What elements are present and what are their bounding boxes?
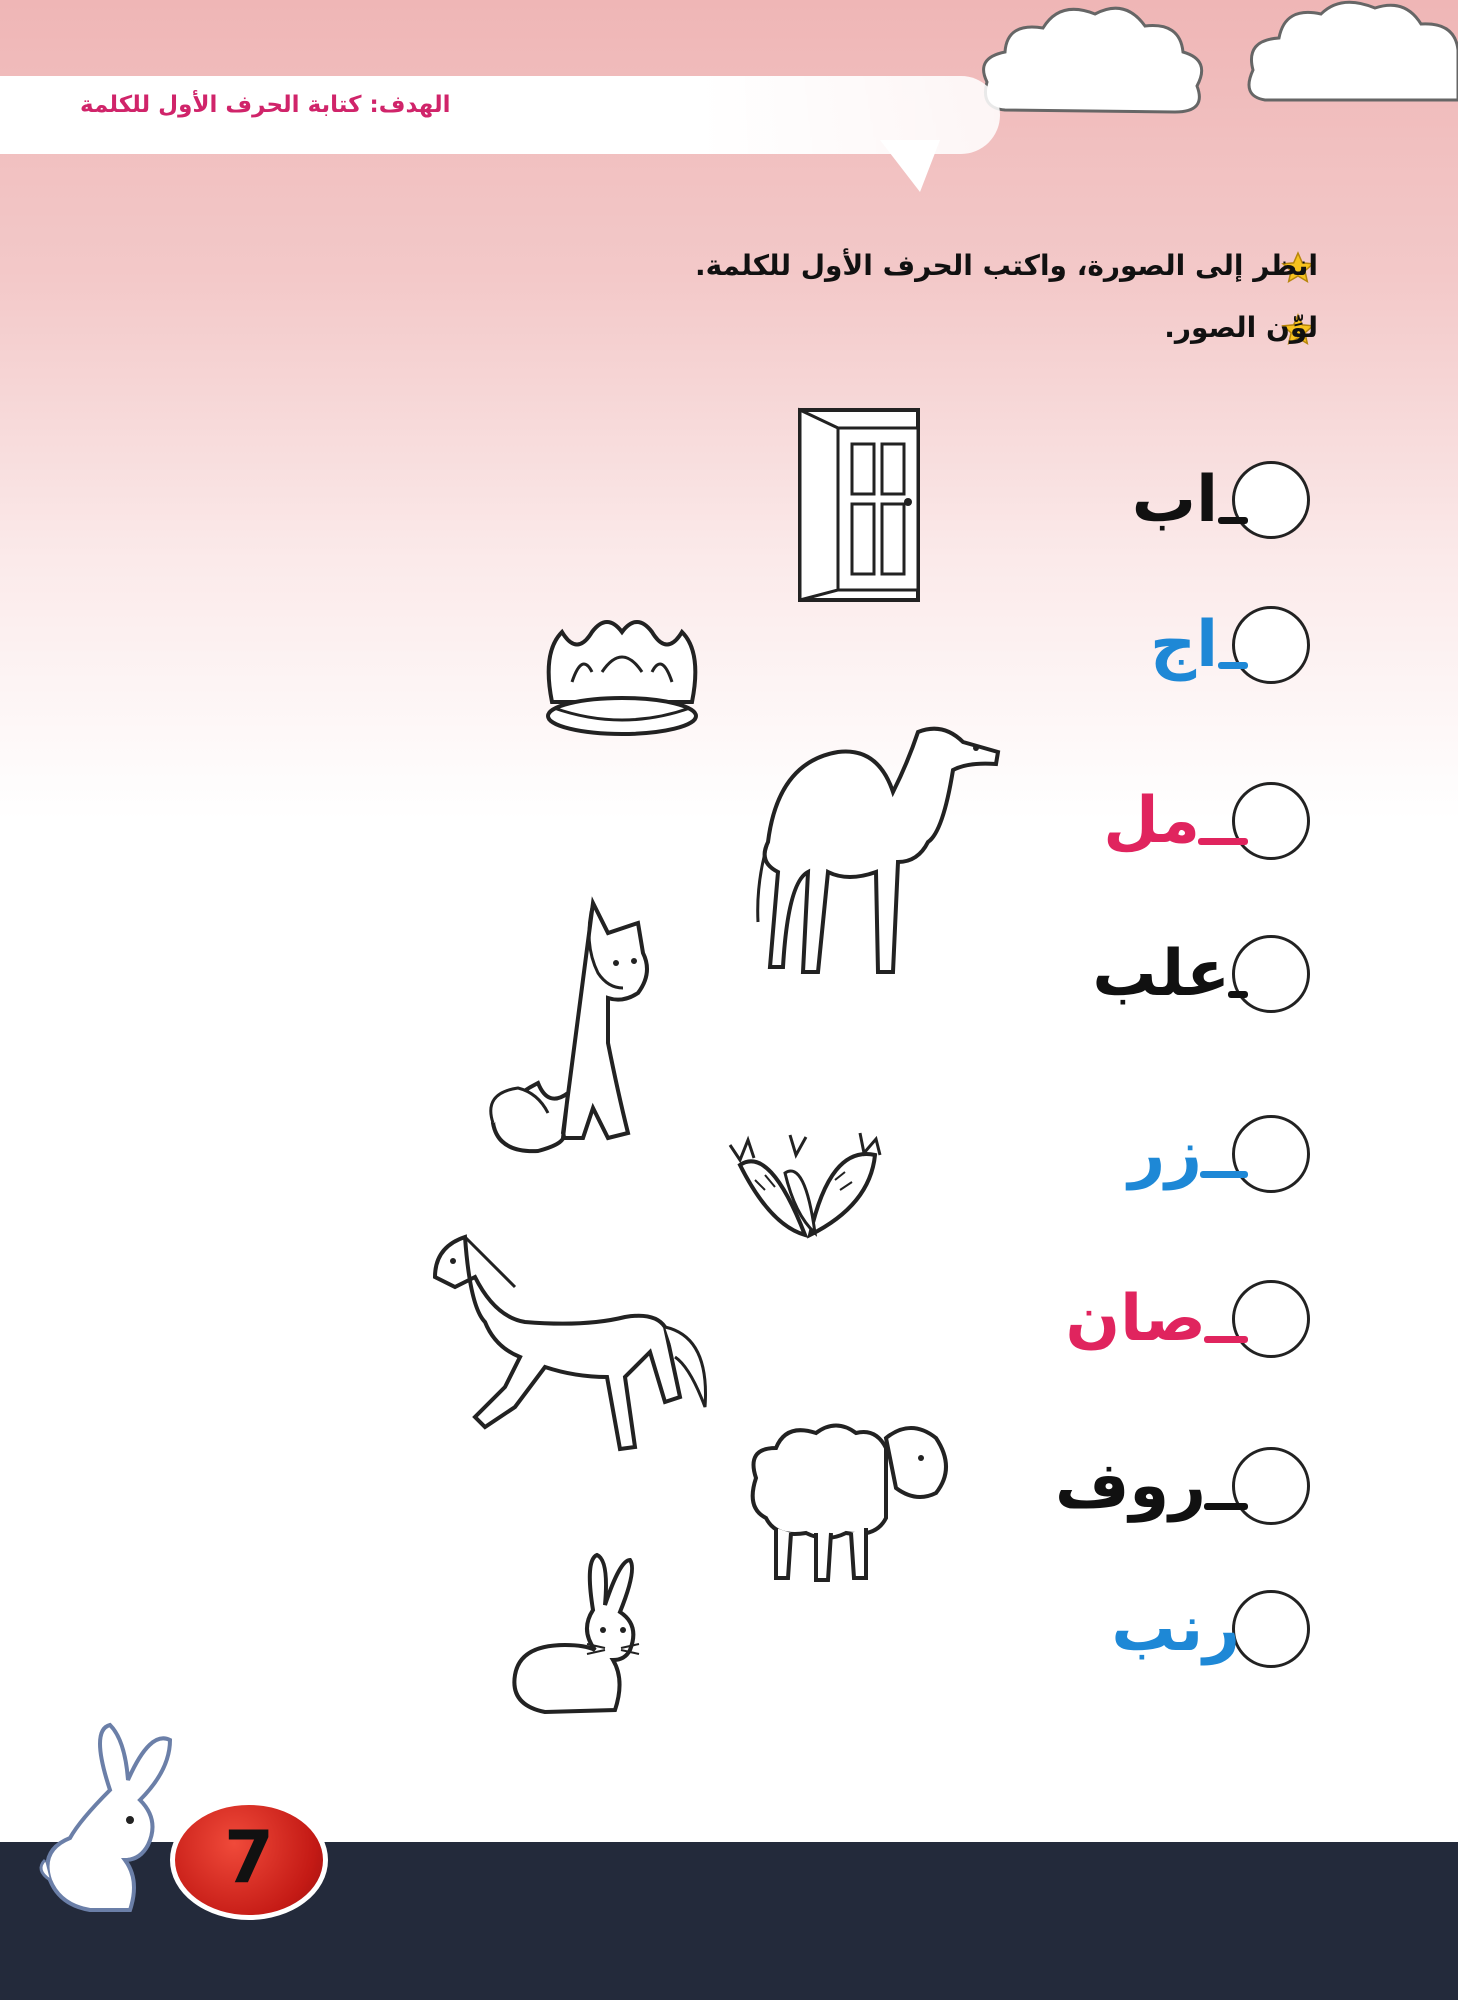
first-letter-circle[interactable] [1232, 461, 1310, 539]
first-letter-circle[interactable] [1232, 1115, 1310, 1193]
page-number-badge [170, 1800, 328, 1920]
word-row [1010, 1447, 1310, 1537]
carrots-picture [710, 1125, 900, 1245]
camel-picture [728, 722, 1008, 992]
instruction-2: لوِّن الصور. [1164, 311, 1318, 344]
word-remainder: رنب [1111, 1592, 1240, 1666]
kashida-line [1204, 1336, 1248, 1343]
objective-text: الهدف: كتابة الحرف الأول للكلمة [80, 92, 451, 118]
first-letter-circle[interactable] [1232, 606, 1310, 684]
word-row [1010, 935, 1310, 1025]
kashida-line [1228, 991, 1248, 998]
bunny-mascot [30, 1720, 180, 1920]
word-row [1010, 461, 1310, 551]
word-remainder: صان [1065, 1282, 1206, 1356]
kashida-line [1218, 517, 1248, 524]
instruction-1: انظر إلى الصورة، واكتب الحرف الأول للكلمة. [694, 249, 1318, 282]
cloud-right [1245, 0, 1458, 120]
word-remainder: اج [1149, 608, 1218, 682]
door-picture [790, 400, 940, 610]
word-row [1010, 782, 1310, 872]
first-letter-circle[interactable] [1232, 1590, 1310, 1668]
page-number: 7 [223, 1815, 275, 1899]
first-letter-circle[interactable] [1232, 1280, 1310, 1358]
kashida-line [1204, 1503, 1248, 1510]
word-remainder: علب [1092, 937, 1230, 1011]
word-row [1010, 606, 1310, 696]
kashida-line [1218, 662, 1248, 669]
fox-picture [488, 893, 688, 1158]
word-remainder: مل [1103, 784, 1200, 858]
first-letter-circle[interactable] [1232, 782, 1310, 860]
sheep-picture [736, 1408, 956, 1588]
first-letter-circle[interactable] [1232, 935, 1310, 1013]
first-letter-circle[interactable] [1232, 1447, 1310, 1525]
kashida-line [1198, 838, 1248, 845]
word-row [1010, 1115, 1310, 1205]
kashida-line [1200, 1171, 1248, 1178]
word-row [1010, 1590, 1310, 1680]
banner-tail [880, 140, 940, 200]
rabbit-picture [505, 1550, 675, 1720]
word-remainder: زر [1128, 1117, 1202, 1191]
crown-picture [532, 612, 712, 742]
cloud-left [975, 0, 1215, 130]
word-row [1010, 1280, 1310, 1370]
horse-picture [425, 1227, 715, 1462]
word-remainder: روف [1055, 1449, 1206, 1523]
word-remainder: اب [1131, 463, 1218, 537]
